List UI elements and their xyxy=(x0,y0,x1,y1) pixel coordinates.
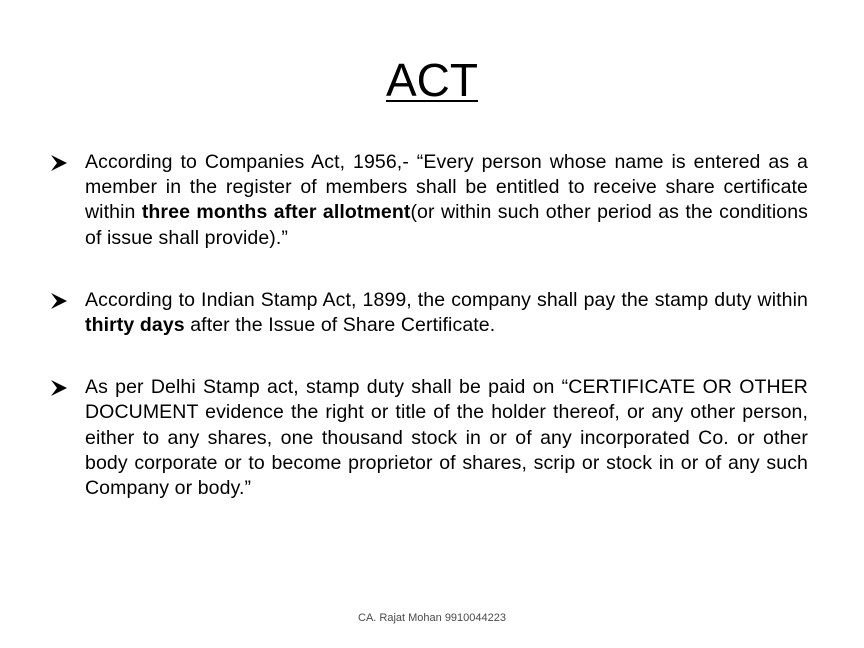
slide-title: ACT xyxy=(386,54,478,106)
slide-title-container xyxy=(0,52,864,108)
bullet-item-indian-stamp-act xyxy=(50,288,808,338)
bullet-2-text-b: after the Issue of Share Certificate. xyxy=(184,314,496,337)
bullet-3-text: As per Delhi Stamp act, stamp duty shall be paid on “CERTIFICATE OR OTHER DOCUMENT evidence the right or title of the holder thereof, or any other person, either to any shares, one thousand stock in or of any incorporated Co. or other body corporate or to become proprietor of shares, scrip or stock in or of any such Company or body.” xyxy=(85,376,808,500)
bullet-1-text-b: (or within such other period as the conditions of issue shall provide).” xyxy=(85,201,808,249)
arrow-bullet-icon xyxy=(50,378,68,398)
bullet-list xyxy=(50,150,808,501)
bullet-1-text-a: According to Companies Act, 1956,- “Every person whose name is entered as a member in the register of members shall be entitled to receive share certificate within xyxy=(85,151,808,224)
bullet-2-emphasis: thirty days xyxy=(85,314,185,337)
bullet-1-emphasis: three months after allotment xyxy=(141,201,411,224)
bullet-item-delhi-stamp-act xyxy=(50,375,808,501)
slide-footer: CA. Rajat Mohan 9910044223 xyxy=(358,612,506,624)
arrow-bullet-icon xyxy=(50,291,68,311)
bullet-2-text-a: According to Indian Stamp Act, 1899, the company shall pay the stamp duty within xyxy=(85,288,808,311)
bullet-item-companies-act xyxy=(50,150,808,251)
arrow-bullet-icon xyxy=(50,153,68,173)
